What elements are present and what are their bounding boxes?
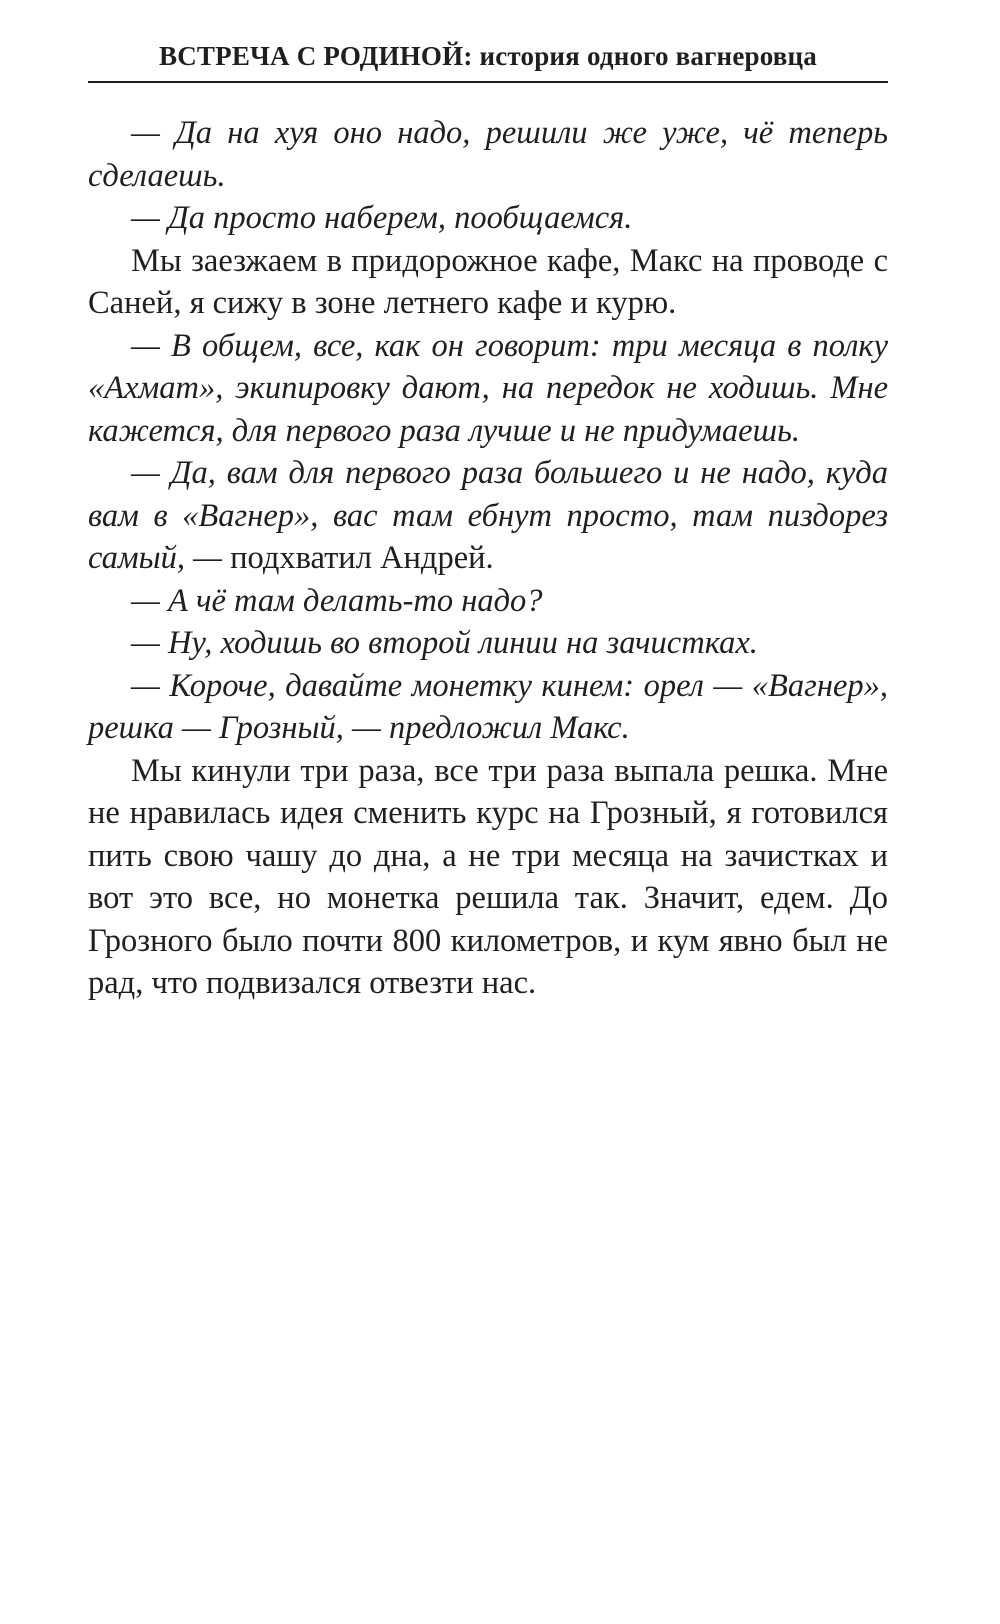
paragraph-dialog-5: — А чё там делать-то надо? — [131, 582, 543, 619]
paragraph-dialog-1: — Да на хуя оно надо, решили же уже, чё теперь сделаешь. — [88, 115, 888, 194]
paragraph-dialog-4-speech: — Да, вам для первого раза большего и не надо, куда вам в «Вагнер», вас там ебнут просто, там пиздорез самый, — — [88, 455, 888, 576]
running-header-subtitle: история одного вагнеровца — [472, 41, 817, 71]
paragraph-dialog-4-attribution: подхватил Андрей. — [221, 540, 494, 576]
paragraph-dialog-6: — Ну, ходишь во второй линии на зачистках. — [131, 625, 758, 661]
running-header — [88, 40, 888, 72]
header-rule — [88, 81, 888, 83]
running-header-title-caps: ВСТРЕЧА С РОДИНОЙ: — [159, 41, 473, 71]
paragraph-dialog-3: — В общем, все, как он говорит: три месяца в полку «Ахмат», экипировку дают, на передок не ходишь. Мне кажется, для первого раза лучше и не придумаешь. — [88, 327, 888, 449]
paragraph-dialog-4 — [88, 452, 888, 580]
paragraph-dialog-2: — Да просто наберем, пообщаемся. — [131, 200, 633, 236]
paragraph-narrative-1: Мы заезжаем в придорожное кафе, Макс на проводе с Саней, я сижу в зоне летнего кафе и курю. — [88, 242, 888, 321]
paragraph-dialog-7: — Короче, давайте монетку кинем: орел — «Вагнер», решка — Грозный, — предложил Макс. — [88, 667, 888, 746]
page-body — [88, 112, 888, 1005]
paragraph-narrative-2: Мы кинули три раза, все три раза выпала решка. Мне не нравилась идея сменить курс на Грозный, я готовился пить свою чашу до дна, а не три месяца на зачистках и вот это все, но монетка решила так. Значит, едем. До Грозного было почти 800 километров, и кум явно был не рад, что подвизался отвезти нас. — [88, 752, 888, 1001]
